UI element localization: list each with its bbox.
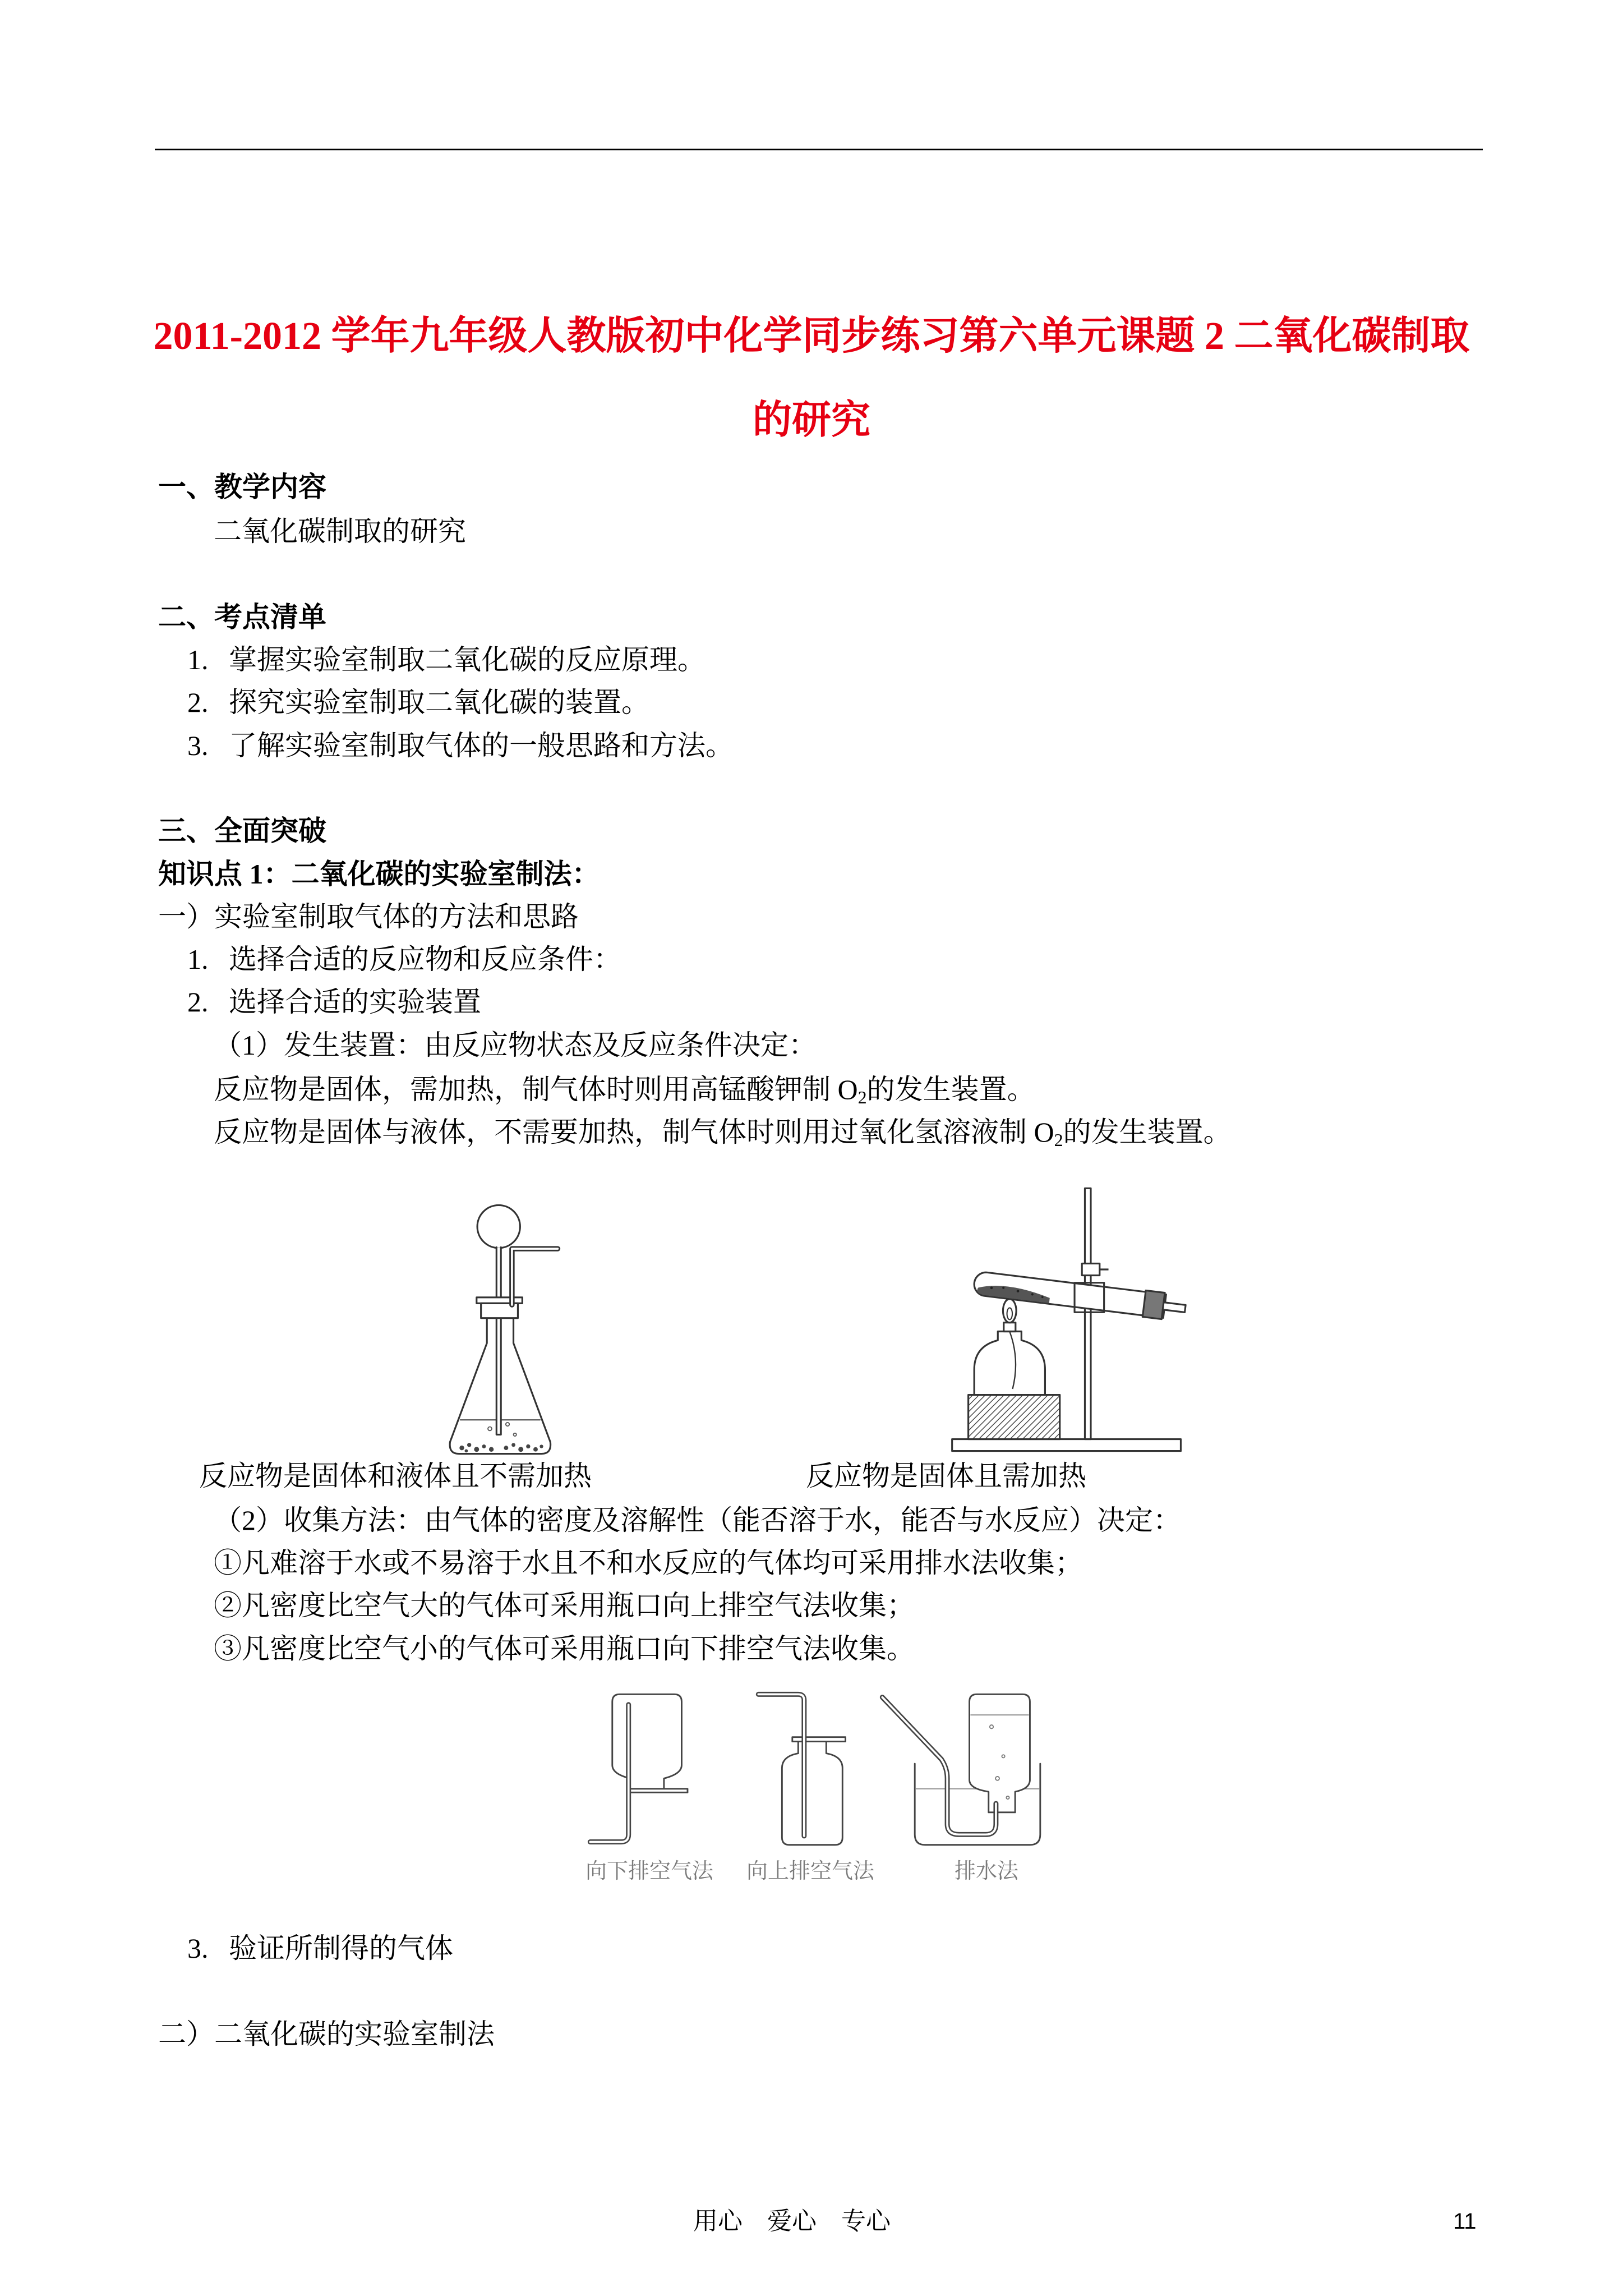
flask-generator-diagram: [428, 1188, 575, 1461]
generator-line-text: 反应物是固体与液体，不需要加热，制气体时则用过氧化氢溶液制: [214, 1116, 1034, 1148]
formula-element: O: [1034, 1116, 1054, 1148]
formula-subscript: 2: [1054, 1130, 1063, 1150]
section-heading-key-points: 二、考点清单: [158, 601, 326, 633]
figure-caption-heated: 反应物是固体且需加热: [806, 1460, 1086, 1492]
step-text: 选择合适的实验装置: [229, 986, 481, 1018]
collection-rule: ③凡密度比空气小的气体可采用瓶口向下排空气法收集。: [214, 1633, 915, 1664]
generator-line-text: 的发生装置。: [1063, 1116, 1232, 1148]
generator-line-text: 反应物是固体，需加热，制气体时则用高锰酸钾制: [214, 1074, 838, 1105]
inverted-gas-bottle: [970, 1694, 1030, 1812]
collection-rule: ②凡密度比空气大的气体可采用瓶口向上排空气法收集；: [214, 1590, 915, 1621]
wooden-block: [969, 1395, 1060, 1439]
delivery-tube: [1163, 1303, 1186, 1313]
section-heading-teaching-content: 一、教学内容: [158, 471, 326, 503]
key-point-number: 2.: [187, 687, 209, 718]
tube-stopper: [1142, 1290, 1165, 1319]
footer-motto: 用心 爱心 专心: [693, 2207, 891, 2235]
generator-line-text: 的发生装置。: [866, 1074, 1035, 1105]
downward-displacement-setup: [590, 1694, 688, 1842]
glass-plate: [792, 1737, 846, 1742]
collection-heading: （2）收集方法：由气体的密度及溶解性（能否溶于水，能否与水反应）决定：: [214, 1504, 1181, 1536]
key-point-text: 探究实验室制取二氧化碳的装置。: [229, 687, 649, 718]
upward-displacement-setup: [758, 1694, 845, 1844]
part1-heading: 一）实验室制取气体的方法和思路: [158, 901, 579, 932]
label-upward-displacement: 向上排空气法: [746, 1860, 875, 1883]
key-point-text: 了解实验室制取气体的一般思路和方法。: [229, 730, 734, 761]
part2-heading: 二）二氧化碳的实验室制法: [158, 2018, 495, 2050]
page-number: 11: [1453, 2209, 1477, 2234]
key-point-text: 掌握实验室制取二氧化碳的反应原理。: [229, 644, 706, 675]
section-heading-breakthrough: 三、全面突破: [158, 815, 326, 846]
heating-generator-diagram: [930, 1174, 1196, 1461]
gas-bottle: [782, 1742, 842, 1845]
generator-line-unheated: [214, 1115, 1232, 1149]
key-point-number: 3.: [187, 730, 209, 761]
step-text: 选择合适的反应物和反应条件：: [229, 944, 621, 975]
stand-base: [952, 1439, 1181, 1451]
water-displacement-setup: [882, 1694, 1040, 1844]
figure-caption-unheated: 反应物是固体和液体且不需加热: [199, 1460, 592, 1492]
label-water-displacement: 排水法: [955, 1860, 1019, 1883]
generator-line-heated: [214, 1073, 1035, 1106]
header-rule: [155, 149, 1483, 150]
title-line-1: 2011-2012 学年九年级人教版初中化学同步练习第六单元课题 2 二氧化碳制取: [153, 315, 1470, 358]
stopper: [477, 1297, 523, 1318]
stand-rod: [1085, 1188, 1091, 1439]
support-plate: [630, 1789, 688, 1793]
knowledge-point-heading: 知识点 1：二氧化碳的实验室制法：: [158, 858, 600, 890]
generator-heading: （1）发生装置：由反应物状态及反应条件决定：: [214, 1029, 817, 1061]
step-text: 验证所制得的气体: [229, 1932, 453, 1964]
key-point-number: 1.: [187, 644, 209, 675]
step-number: 2.: [187, 986, 209, 1018]
collection-rule: ①凡难溶于水或不易溶于水且不和水反应的气体均可采用排水法收集；: [214, 1547, 1083, 1579]
formula-element: O: [837, 1074, 858, 1105]
alcohol-lamp: [974, 1299, 1045, 1395]
formula-subscript: 2: [857, 1087, 867, 1107]
teaching-content-text: 二氧化碳制取的研究: [214, 516, 466, 547]
title-line-2: 的研究: [753, 399, 870, 442]
inverted-gas-bottle: [612, 1694, 682, 1790]
step-number: 1.: [187, 944, 209, 975]
step-number: 3.: [187, 1932, 209, 1964]
delivery-tube: [512, 1249, 558, 1305]
label-downward-displacement: 向下排空气法: [585, 1860, 714, 1883]
